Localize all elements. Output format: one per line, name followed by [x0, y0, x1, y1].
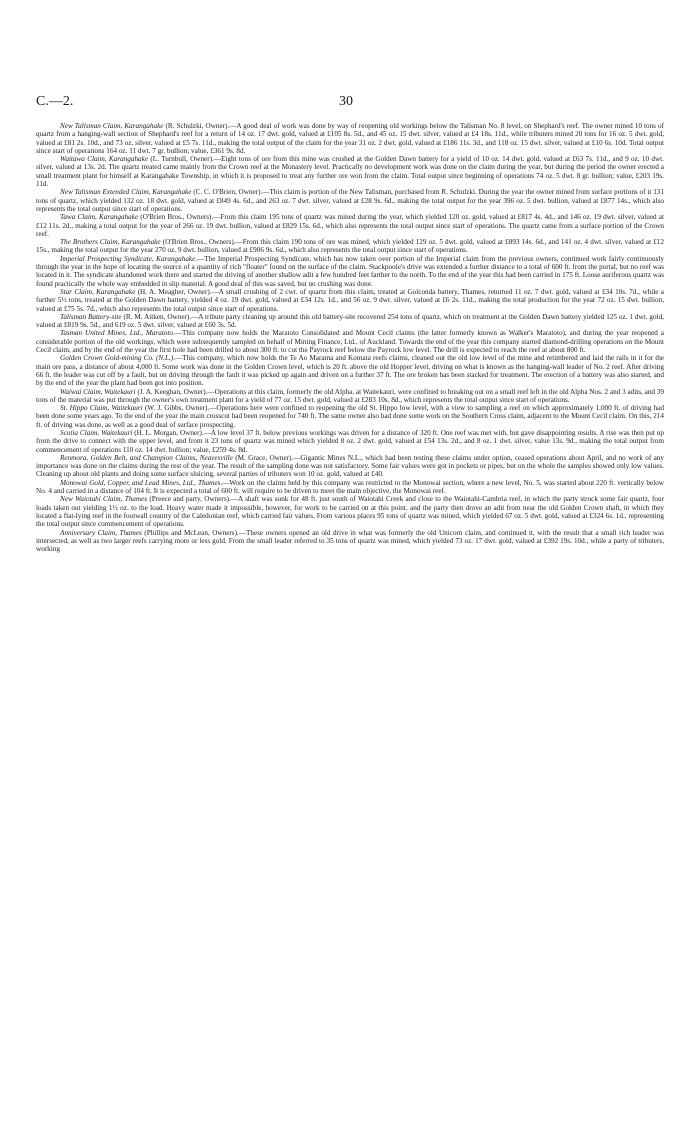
paragraph-title: St. Hippo Claim, Waitekauri	[60, 404, 143, 413]
paragraph-text: (Preece and party, Owners).—A shaft was sunk for 48 ft. just south of Waiotahi Creek and close to the Waiotahi-Cambria reef, in which the party struck some fair quartz, four loads taken out yielding 1½ oz. to the load. Heavy water made it impossible, however, for work to be carried on at this point, and the party then drove an adit from near the old Golden Crown shaft, in which they located a flat-lying reef in the footwall country of the Caledonian reef, which carried fair values. From various places 95 tons of quartz was mined, which yielded 67 oz. 5 dwt. gold, valued at £324 6s. 1d., representing the total output since commencement of operations.	[36, 495, 664, 529]
paragraph-title: Renmora, Golden Belt, and Champion Claims, Neavesville	[60, 453, 233, 462]
paragraph-title: Imperial Prospecting Syndicate, Karangahake	[60, 254, 196, 263]
paragraph-title: New Talisman Extended Claim, Karangahake	[60, 188, 192, 197]
paragraph	[36, 213, 664, 238]
paragraph	[36, 288, 664, 313]
paragraph-title: The Brothers Claim, Karangahake	[60, 238, 161, 247]
paragraph	[36, 329, 664, 354]
paragraph-text: (J. A. Keeghan, Owner).—Operations at this claim, formerly the old Alpha, at Waitekauri, were confined to breaking out on a small reef left in the old Alpha Nos. 2 and 3 adits, and 39 tons of the material was put through the owner's own treatment plant for a yield of 77 oz. 15 dwt. gold, valued at £283 10s. 8d., which represents the total output since start of operations.	[36, 387, 664, 404]
report-code: C.—2.	[36, 94, 74, 109]
paragraph-title: Waitawa Claim, Karangahake	[60, 155, 149, 164]
page-number: 30	[339, 94, 353, 109]
paragraph-text: .—This company now holds the Maratoto Consolidated and Mount Cecil claims (the latter formerly known as Walker's Maratoto), and during the year reopened a considerable portion of the old workings, which were subsequently sampled on behalf of Mining Finance, Ltd., of Auckland. Towards the end of the year this company started diamond-drilling operations on the Mount Cecil claim, and by the end of the year the first hole had been drilled to about 300 ft. to cut the Payrock reef below the Payrock low level. The drill is expected to reach the reef at about 800 ft.	[36, 329, 664, 355]
paragraph-text: .—Work on the claims held by this company was restricted to the Monowai section, where a new level, No. 5, was started about 220 ft. vertically below No. 4 and carried in a distance of 104 ft. It is expected a total of 600 ft. will require to be driven to meet the main objective, the Monowai reef.	[36, 478, 664, 496]
paragraph	[36, 155, 664, 188]
body-text	[36, 122, 664, 553]
paragraph	[36, 429, 664, 454]
paragraph	[36, 238, 664, 255]
paragraph-text: (C. C. O'Brien, Owner).—This claim is portion of the New Talisman, purchased from R. Schulzki. During the year the owner mined from surface portions of it 131 tons of quartz, which yielded 132 oz. 18 dwt. gold, valued at £849 4s. 6d., and 263 oz. 7 dwt. silver, valued at £28 9s. 6d., making the total output for the year 396 oz. 5 dwt. bullion, valued at £877 14s., which also represents the total output since start of operations.	[36, 188, 664, 213]
paragraph-text: .—The Imperial Prospecting Syndicate, which has now taken over portion of the Imperial claim from the previous owners, continued work fairly continuously through the year in the hope of locating the source of a quantity of rich "floater" found on the surface of the claim. Stackpoole's drive was extended a further distance to a total of 600 ft. from the portal, but no reef was located in it. The syndicate abandoned work there and started the driving of another shallow adit a few hundred feet farther to the north. To the end of the year this had been carried in 175 ft. Loose auriferous quartz was found practically the whole way embedded in slip material. A good deal of this was saved, but no crushing was done.	[36, 254, 664, 288]
paragraph	[36, 454, 664, 479]
paragraph-title: Talisman Battery-site	[60, 312, 122, 321]
paragraph	[36, 354, 664, 387]
paragraph	[36, 313, 664, 330]
paragraph	[36, 122, 664, 155]
paragraph-text: .—This company, which now holds the Te Ao Marama and Komata reefs claims, cleaned out the old low level of the mine and retimbered and laid the rails in it for the main ore pass, a distance of about 4,000 ft. Some work was done in the Golden Crown level, which is 20 ft. above the old Hopper level, driving on what is known as the hanging-wall leader of No. 2 reef. After driving 66 ft. the leader was cut off by a fault, but on driving through the fault it was picked up again and driven on a further 37 ft. The ore broken has been stacked for treatment. The erection of a battery was also started, and by the end of the year the plant had been got into position.	[36, 354, 664, 388]
paragraph-title: Golden Crown Gold-mining Co. (N.L.)	[60, 354, 174, 363]
paragraph	[36, 479, 664, 496]
paragraph	[36, 529, 664, 554]
paragraph-title: New Waiotahi Claim, Thames	[60, 495, 148, 504]
paragraph	[36, 388, 664, 405]
paragraph-title: Waiwai Claim, Waitekauri	[60, 387, 136, 396]
paragraph-text: (Phillips and McLean, Owners).—These owners opened an old drive in what was formerly the old Unicorn claim, and continued it, with the result that a small rich leader was intersected, as well as two larger reefs carrying more or less gold. From the small leader referred to 35 tons of quartz was mined, which yielded 73 oz. 17 dwt. gold, valued at £392 19s. 10d., while a party of tributers, working	[36, 528, 664, 554]
paragraph-text: (O'Brien Bros., Owners).—From this claim 195 tons of quartz was mined during the year, which yielded 120 oz. gold, valued at £817 4s. 4d., and 146 oz. 19 dwt. silver, valued at £12 11s. 2d., making a total output for the year of 266 oz. 19 dwt. bullion, valued at £829 15s. 6d., which also represents the total output since start of operations. The quartz came from a surface portion of the Crown reef.	[36, 213, 664, 238]
paragraph-text: (W. J. Gibbs, Owner).—Operations here were confined to reopening the old St. Hippo low level, with a view to sampling a reef on which approximately 1,000 ft. of driving had been done some years ago. To the end of the year the main crosscut had been reopened for 740 ft. The same owner also had done some work on the Southern Cross claim, adjacent to the Mount Cecil claim. On this, 214 ft. of driving was done, as well as a good deal of surface prospecting.	[36, 404, 664, 429]
paragraph-title: Star Claim, Karangahake	[60, 287, 136, 296]
paragraph	[36, 404, 664, 429]
paragraph-title: Tawa Claim, Karangahake	[60, 213, 139, 222]
paragraph	[36, 255, 664, 288]
paragraph-text: (O'Brien Bros., Owners).—From this claim 190 tons of ore was mined, which yielded 129 oz. 5 dwt. gold, valued at £893 14s. 6d., and 141 oz. 4 dwt. silver, valued at £12 15s., making the total output for the year 270 oz. 9 dwt. bullion, valued at £906 9s. 6d., which also represents the total output since start of operations.	[36, 238, 664, 255]
paragraph-title: Scotia Claim, Waitekauri	[60, 428, 133, 437]
paragraph-text: (L. Turnbull, Owner).—Eight tons of ore from this mine was crushed at the Golden Dawn battery for a yield of 10 oz. 14 dwt. gold, valued at £63 7s. 11d., and 9 oz. 10 dwt. silver, valued at 13s. 2d. The quartz treated came mainly from the Crown reef at the Monastery level. Practically no development work was done on the claim during the year, but during the period the owner erected a small treatment plant for himself at Karangahake Township, in which it is proposed to treat any further ore won from the claim. Total output since beginning of operations 74 oz. 5 dwt. 8 gr. bullion; value, £203 19s. 11d.	[36, 155, 664, 189]
paragraph-text: (R. Schulzki, Owner).—A good deal of work was done by way of reopening old workings below the Talisman No. 8 level, on Shephard's reef. The owner mined 10 tons of quartz from a hanging-wall section of Shephard's reef for a return of 14 oz. 17 dwt. gold, valued at £105 8s. 5d., and 45 oz. 15 dwt. silver, valued at £4 18s. 11d., while tributers mined 20 tons for 16 oz. 5 dwt. gold, valued at £81 2s. 10d., and 73 oz. silver, valued at £5 7s. 11d., making the total output of the claim for the year 31 oz. 2 dwt. gold, valued at £186 11s. 3d., and 118 oz. 15 dwt. silver, valued at £10 6s. 10d. Total output since start of operations 164 oz. 11 dwt. 7 gr. bullion; value, £361 9s. 8d.	[36, 122, 664, 155]
paragraph-text: (H. L. Morgan, Owner).—A low level 37 ft. below previous workings was driven for a distance of 320 ft. One reef was met with, but gave disappointing results. A rise was then put up from the drive to connect with the upper level, and from it 23 tons of quartz was mined which yielded 8 oz. 2 dwt. gold, valued at £54 13s. 2d., and 8 oz. 1 dwt. silver, value 13s. 9d., making the total output from commencement of operations 110 oz. 14 dwt. bullion; value, £259 4s. 8d.	[36, 428, 664, 454]
paragraph-title: New Talisman Claim, Karangahake	[60, 122, 164, 130]
paragraph-title: Tasman United Mines, Ltd., Maratoto	[60, 329, 173, 338]
paragraph-text: (H. A. Meagher, Owner).—A small crushing of 2 cwt. of quartz from this claim, treated at Golconda battery, Thames, returned 11 oz. 7 dwt. gold, valued at £34 10s. 7d., while a further 5½ tons, treated at the Golden Dawn battery, yielded 4 oz. 19 dwt. gold, valued at £34 12s. 1d., and 56 oz. 9 dwt. silver, valued at £6 2s. 11d., making the total production for the year 72 oz. 15 dwt. bullion, valued at £75 5s. 7d., which also represents the total output since start of operations.	[36, 287, 664, 313]
paragraph-text: (R. M. Aitken, Owner).—A tribute party cleaning up around this old battery-site recovered 254 tons of quartz, which on treatment at the Golden Dawn battery yielded 125 oz. 1 dwt. gold, valued at £819 9s. 5d., and 619 oz. 5 dwt. silver, valued at £60 3s. 5d.	[36, 312, 664, 330]
paragraph	[36, 188, 664, 213]
paragraph-title: Anniversary Claim, Thames	[60, 528, 142, 537]
paragraph-title: Monowai Gold, Copper, and Lead Mines, Ltd., Thames	[60, 478, 221, 487]
paragraph-text: (M. Grace, Owner).—Gigantic Mines N.L., which had been testing these claims under option, ceased operations about April, and no work of any importance was done on the claims during the rest of the year. The result of the sampling done was not satisfactory. Some fair values were got in pockets or pipes, but on the whole the samples showed only low values. Cleaning up about old plants and doing some surface sluicing, several parties of tributers won 10 oz. gold, valued at £40.	[36, 453, 664, 479]
paragraph	[36, 495, 664, 528]
